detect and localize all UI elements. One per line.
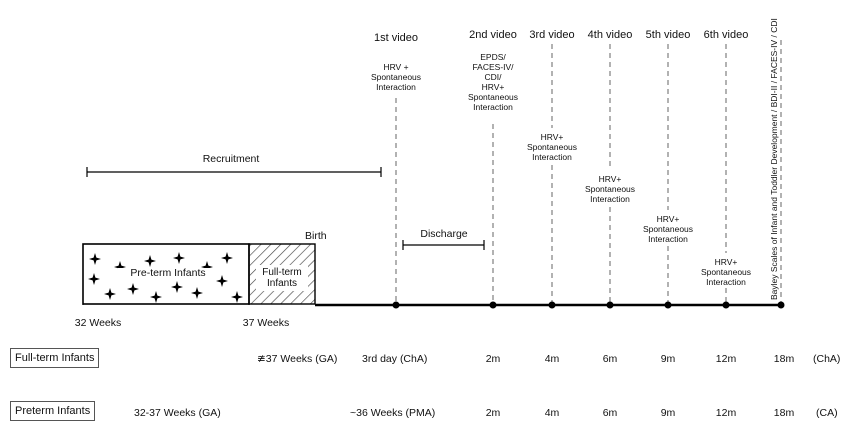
discharge-label: Discharge xyxy=(420,228,468,240)
week-32-label: 32 Weeks xyxy=(74,317,122,329)
fullterm-unit: (ChA) xyxy=(813,353,841,365)
fullterm-box-label: Full-term Infants xyxy=(262,267,302,289)
preterm-time-4m: 4m xyxy=(544,407,560,419)
fullterm-row-label: Full-term Infants xyxy=(10,348,99,368)
fullterm-time-6m: 6m xyxy=(602,353,618,365)
birth-label: Birth xyxy=(305,230,327,242)
video-1-label: 1st video xyxy=(373,32,419,44)
fullterm-first: 3rd day (ChA) xyxy=(362,353,428,365)
recruitment-bracket xyxy=(87,167,381,177)
preterm-unit: (CA) xyxy=(816,407,838,419)
video-5-label: 5th video xyxy=(645,29,691,41)
video-4-note: HRV+ Spontaneous Interaction xyxy=(575,174,645,204)
video-3-note: HRV+ Spontaneous Interaction xyxy=(517,132,587,162)
week-37-label: 37 Weeks xyxy=(242,317,290,329)
preterm-time-12m: 12m xyxy=(715,407,737,419)
fullterm-ga: ≇37 Weeks (GA) xyxy=(257,353,338,365)
fullterm-time-4m: 4m xyxy=(544,353,560,365)
preterm-ga: 32-37 Weeks (GA) xyxy=(134,407,221,419)
preterm-row-label: Preterm Infants xyxy=(10,401,95,421)
preterm-time-6m: 6m xyxy=(602,407,618,419)
recruitment-label: Recruitment xyxy=(202,153,260,165)
video-6-label: 6th video xyxy=(703,29,749,41)
video-4-label: 4th video xyxy=(587,29,633,41)
video-5-note: HRV+ Spontaneous Interaction xyxy=(633,214,703,244)
preterm-time-2m: 2m xyxy=(485,407,501,419)
fullterm-time-18m: 18m xyxy=(773,353,795,365)
fullterm-time-9m: 9m xyxy=(660,353,676,365)
discharge-bracket xyxy=(403,240,484,250)
final-assessment-label: Bayley Scales of Infant and Toddler Development / BDI-II / FACES-IV / CDI xyxy=(769,18,779,300)
preterm-time-9m: 9m xyxy=(660,407,676,419)
preterm-first: ~36 Weeks (PMA) xyxy=(350,407,436,419)
fullterm-time-12m: 12m xyxy=(715,353,737,365)
video-2-label: 2nd video xyxy=(469,29,517,41)
video-6-note: HRV+ Spontaneous Interaction xyxy=(691,257,761,287)
video-3-label: 3rd video xyxy=(529,29,575,41)
fullterm-time-2m: 2m xyxy=(485,353,501,365)
video-1-note: HRV + Spontaneous Interaction xyxy=(361,62,431,92)
preterm-box-label: Pre-term Infants xyxy=(118,268,218,279)
preterm-time-18m: 18m xyxy=(773,407,795,419)
video-2-note: EPDS/ FACES-IV/ CDI/ HRV+ Spontaneous Interaction xyxy=(458,52,528,112)
